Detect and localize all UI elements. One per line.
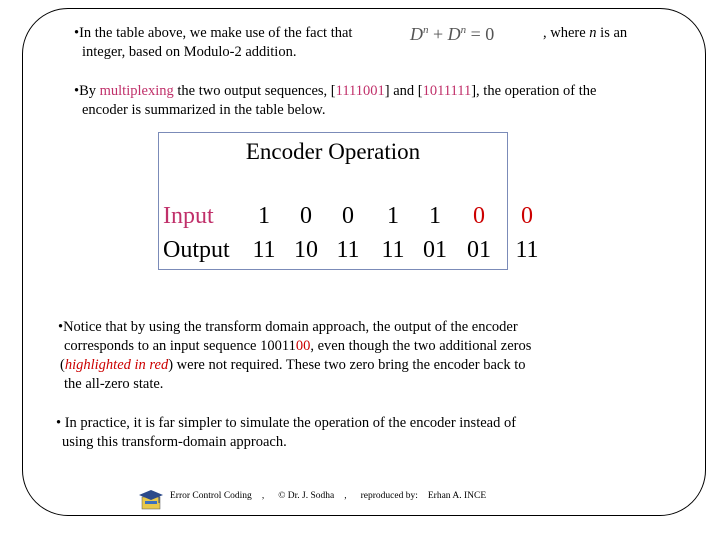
bullet: •: [74, 25, 80, 41]
para1-suffix-n: n: [589, 25, 597, 41]
footer-reproduced: reproduced by:: [360, 491, 418, 501]
para3-line2-seq: 10011: [260, 338, 296, 354]
input-bit-highlighted: 0: [521, 203, 533, 229]
footer-sep: ,: [344, 491, 347, 501]
input-bit: 0: [342, 203, 354, 229]
eq-equals: = 0: [466, 24, 495, 44]
output-pair: 11: [381, 237, 405, 263]
input-bit: 1: [258, 203, 270, 229]
output-pair: 11: [515, 237, 539, 263]
output-pair: 01: [467, 237, 491, 263]
input-bit-highlighted: 0: [473, 203, 485, 229]
output-pair: 11: [336, 237, 360, 263]
input-bit: 1: [387, 203, 399, 229]
footer-author: © Dr. J. Sodha: [278, 491, 335, 501]
bullet: •: [58, 319, 64, 335]
eq-plus: +: [428, 24, 448, 44]
para3-line3-a: (: [60, 357, 65, 373]
paragraph-modulo2: [74, 24, 352, 62]
para1-suffix-a: , where: [543, 25, 590, 41]
encoder-operation-table: [158, 132, 539, 270]
para3-line1: Notice that by using the transform domain approach, the output of the encoder: [63, 319, 518, 335]
input-bit: 1: [429, 203, 441, 229]
output-label: Output: [163, 237, 230, 263]
footer-sep: ,: [261, 491, 265, 501]
paragraph-multiplexing: [74, 82, 596, 120]
input-bit: 0: [300, 203, 312, 229]
footer: [140, 491, 486, 501]
table-title: Encoder Operation: [245, 139, 421, 164]
footer-course: Error Control Coding: [170, 491, 252, 501]
eq-term2: D: [447, 24, 461, 44]
para1-suffix: [543, 24, 627, 43]
equation: [410, 24, 494, 45]
para4-line1: In practice, it is far simpler to simulate the operation of the encoder instead of: [61, 415, 517, 431]
para1-text-a: In the table above, we make use of the fact that: [79, 25, 353, 41]
para2-line2: encoder is summarized in the table below.: [82, 102, 326, 118]
eq-exp2: n: [460, 24, 467, 36]
highlighted-note: highlighted in red: [64, 357, 169, 373]
para2-mid3: ], the operation of the: [471, 83, 597, 99]
bullet: •: [56, 415, 62, 431]
output-pair: 01: [423, 237, 447, 263]
sequence-2: 1011111: [422, 83, 472, 99]
para3-line3-b: ) were not required. These two zero bring the encoder back to: [168, 357, 526, 373]
para1-text-b: integer, based on Modulo-2 addition.: [82, 44, 297, 60]
input-label: Input: [163, 203, 214, 229]
para4-line2: using this transform-domain approach.: [62, 434, 287, 450]
para3-line4: the all-zero state.: [64, 376, 164, 392]
output-pair: 11: [252, 237, 276, 263]
eq-exp1: n: [423, 24, 429, 36]
multiplexing-term: multiplexing: [99, 83, 174, 99]
para2-mid2: ] and [: [384, 83, 423, 99]
footer-name: Erhan A. INCE: [427, 491, 487, 501]
output-pair: 10: [294, 237, 318, 263]
table-row-output: [163, 237, 547, 264]
para2-mid1: the two output sequences, [: [173, 83, 336, 99]
paragraph-practice: [56, 414, 516, 452]
para3-line2-b: , even though the two additional zeros: [310, 338, 532, 354]
bullet: •: [74, 83, 80, 99]
paragraph-notice: [58, 318, 531, 394]
para3-line2-a: corresponds to an input sequence: [64, 338, 261, 354]
para2-pre: By: [79, 83, 100, 99]
para3-line2-seq-red: 00: [295, 338, 311, 354]
table-row-input: [163, 203, 547, 230]
para1-suffix-b: is an: [596, 25, 628, 41]
eq-term1: D: [410, 24, 423, 44]
sequence-1: 1111001: [335, 83, 385, 99]
